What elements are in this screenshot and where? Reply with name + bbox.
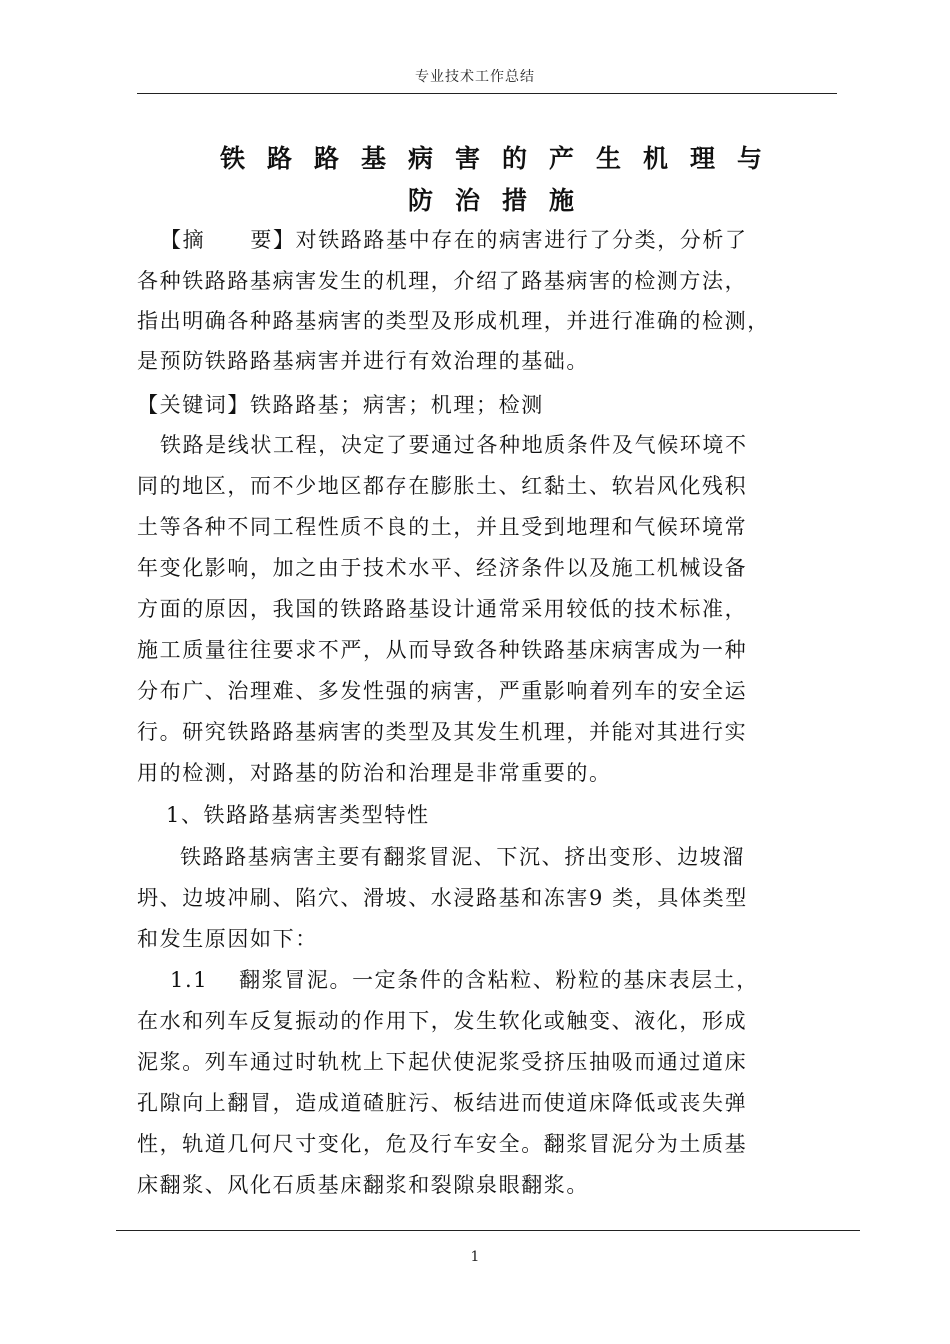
abstract-line-4: 是预防铁路路基病害并进行有效治理的基础。 <box>137 349 589 373</box>
section-line-1: 铁路路基病害主要有翻浆冒泥、下沉、挤出变形、边坡溜 <box>180 845 745 869</box>
subsection-line-2: 在水和列车反复振动的作用下，发生软化或触变、液化，形成 <box>137 1009 748 1033</box>
keywords-line: 【关键词】铁路路基；病害；机理；检测 <box>137 393 544 417</box>
document-title-line-2: 防治措施 <box>407 186 596 215</box>
body-line-7: 分布广、治理难、多发性强的病害，严重影响着列车的安全运 <box>137 679 748 703</box>
body-line-8: 行。研究铁路路基病害的类型及其发生机理，并能对其进行实 <box>137 720 748 744</box>
subsection-line-3: 泥浆。列车通过时轨枕上下起伏使泥浆受挤压抽吸而通过道床 <box>137 1050 748 1074</box>
body-line-4: 年变化影响，加之由于技术水平、经济条件以及施工机械设备 <box>137 556 748 580</box>
abstract-line-1: 【摘 要】对铁路路基中存在的病害进行了分类，分析了 <box>160 228 748 252</box>
footer-divider <box>116 1230 860 1231</box>
body-line-9: 用的检测，对路基的防治和治理是非常重要的。 <box>137 761 612 785</box>
body-line-1: 铁路是线状工程，决定了要通过各种地质条件及气候环境不 <box>160 433 748 457</box>
abstract-line-2: 各种铁路路基病害发生的机理，介绍了路基病害的检测方法， <box>137 269 748 293</box>
section-heading-1: 1、铁路路基病害类型特性 <box>166 803 430 827</box>
body-line-6: 施工质量往往要求不严，从而导致各种铁路基床病害成为一种 <box>137 638 748 662</box>
subsection-line-1: 1.1 翻浆冒泥。一定条件的含粘粒、粉粒的基床表层土， <box>170 968 759 992</box>
document-title-line-1: 铁路路基病害的产生机理与 <box>219 144 784 173</box>
section-line-3: 和发生原因如下： <box>137 927 318 951</box>
page-number: 1 <box>470 1249 480 1265</box>
abstract-line-3: 指出明确各种路基病害的类型及形成机理，并进行准确的检测， <box>137 309 770 333</box>
subsection-line-6: 床翻浆、风化石质基床翻浆和裂隙泉眼翻浆。 <box>137 1173 589 1197</box>
running-header: 专业技术工作总结 <box>415 69 535 85</box>
header-divider <box>137 93 837 94</box>
subsection-line-5: 性，轨道几何尺寸变化，危及行车安全。翻浆冒泥分为土质基 <box>137 1132 748 1156</box>
subsection-line-4: 孔隙向上翻冒，造成道碴脏污、板结进而使道床降低或丧失弹 <box>137 1091 748 1115</box>
body-line-3: 土等各种不同工程性质不良的土，并且受到地理和气候环境常 <box>137 515 748 539</box>
body-line-2: 同的地区，而不少地区都存在膨胀土、红黏土、软岩风化残积 <box>137 474 748 498</box>
body-line-5: 方面的原因，我国的铁路路基设计通常采用较低的技术标准， <box>137 597 748 621</box>
section-line-2: 坍、边坡冲刷、陷穴、滑坡、水浸路基和冻害9 类，具体类型 <box>137 886 748 910</box>
